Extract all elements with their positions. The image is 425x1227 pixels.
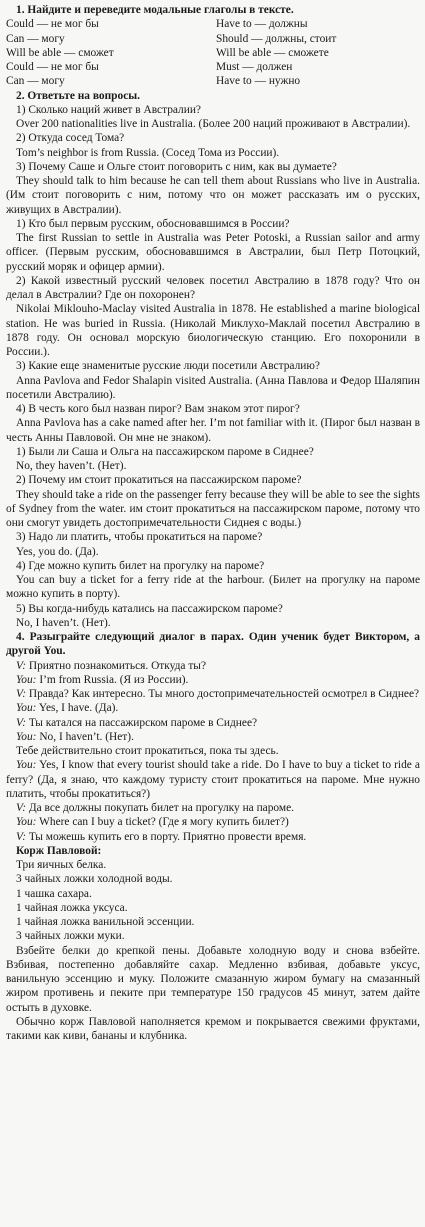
dialogue-line	[6, 801, 420, 815]
modal-pair-left: Will be able — сможет	[6, 46, 114, 59]
question: 5) Вы когда-нибудь катались на пассажирском пароме?	[16, 602, 283, 615]
dialogue-line	[6, 744, 420, 758]
question: 4) Где можно купить билет на прогулку на пароме?	[16, 559, 265, 572]
modal-pair-left: Could — не мог бы	[6, 61, 99, 73]
dialogue-line	[6, 716, 420, 730]
dialogue-line	[6, 673, 420, 687]
modal-pair-right: Should — должны, стоит	[216, 32, 337, 45]
dialogue-line	[6, 687, 420, 701]
answer: No, I haven’t. (Нет).	[16, 616, 111, 629]
utterance: Приятно познакомиться. Откуда ты?	[26, 659, 207, 672]
utterance: Yes, I know that every tourist should take a ride. Do I have to buy a ticket to ride a ferry? (Да, я знаю, что каждому туристу стоит прокатиться на пароме. Мне нужно платить, чтобы прокатиться?)	[6, 759, 420, 800]
recipe-item: 3 чайных ложки муки.	[16, 930, 125, 943]
answer: Tom’s neighbor is from Russia. (Сосед Тома из России).	[16, 146, 280, 159]
task4-heading: 4. Разыграйте следующий диалог в парах. Один ученик будет Виктором, а другой You.	[6, 631, 420, 658]
recipe-item: 1 чайная ложка уксуса.	[16, 901, 128, 914]
dialogue-line	[6, 659, 420, 673]
task2-heading: 2. Ответьте на вопросы.	[16, 89, 141, 102]
utterance: Тебе действительно стоит прокатиться, пока ты здесь.	[16, 745, 279, 757]
question: 2) Откуда сосед Тома?	[16, 132, 125, 145]
speaker: You:	[16, 730, 37, 743]
dialogue-line	[6, 701, 420, 715]
answer: Anna Pavlova has a cake named after her. I’m not familiar with it. (Пирог был назван в честь Анны Павловой. Он мне не знаком).	[6, 417, 420, 444]
answer: You can buy a ticket for a ferry ride at the harbour. (Билет на прогулку на пароме можно купить в порту).	[6, 574, 420, 601]
recipe-paragraph: Обычно корж Павловой наполняется кремом и покрывается свежими фруктами, такими как киви, бананы и клубника.	[6, 1015, 420, 1042]
recipe-item: Три яичных белка.	[16, 859, 107, 871]
dialogue-line	[6, 815, 420, 829]
speaker: V:	[16, 830, 27, 843]
question: 4) В честь кого был назван пирог? Вам знаком этот пирог?	[16, 403, 300, 415]
speaker: You:	[16, 673, 37, 686]
dialogue-line	[6, 758, 420, 801]
utterance: Yes, I have. (Да).	[36, 702, 119, 715]
modal-pair-left: Can — могу	[6, 75, 65, 88]
question: 3) Надо ли платить, чтобы прокатиться на пароме?	[16, 531, 263, 544]
utterance: Ты можешь купить его в порту. Приятно провести время.	[26, 830, 307, 843]
task1-heading: 1. Найдите и переведите модальные глаголы в тексте.	[16, 4, 294, 16]
modal-pair-right: Must — должен	[216, 61, 293, 73]
modal-pair-right: Will be able — сможете	[216, 46, 329, 59]
answer: Yes, you do. (Да).	[16, 545, 99, 558]
question: 1) Сколько наций живет в Австралии?	[16, 103, 201, 116]
speaker: V:	[16, 688, 27, 700]
dialogue-line	[6, 730, 420, 744]
utterance: Where can I buy a ticket? (Где я могу купить билет?)	[36, 816, 289, 829]
speaker: You:	[16, 759, 37, 772]
answer: The first Russian to settle in Australia was Peter Potoski, a Russian sailor and army officer. (Первым русским, обосновавшимся в Австралии, был Петр Потоцкий, русский моряк и офицер армии).	[6, 232, 420, 273]
recipe-item: 1 чашка сахара.	[16, 887, 92, 900]
speaker: V:	[16, 659, 27, 672]
speaker: V:	[16, 716, 27, 729]
modal-pair-right: Have to — нужно	[216, 75, 301, 88]
speaker: You:	[16, 816, 37, 829]
modal-pair-right: Have to — должны	[216, 18, 308, 31]
utterance: Правда? Как интересно. Ты много достопримечательностей осмотрел в Сиднее?	[26, 688, 420, 700]
answer: Anna Pavlova and Fedor Shalapin visited Australia. (Анна Павлова и Федор Шаляпин посетили Австралию).	[6, 374, 420, 401]
answer: No, they haven’t. (Нет).	[16, 460, 127, 472]
recipe-item: 1 чайная ложка ванильной эссенции.	[16, 916, 195, 928]
answer: They should talk to him because he can tell them about Russians who live in Australia. (Им стоит поговорить с ним, потому что он может рассказать им о русских, живущих в Австралии).	[6, 175, 420, 216]
utterance: Ты катался на пассажирском пароме в Сиднее?	[26, 716, 258, 729]
dialogue-line	[6, 830, 420, 844]
recipe-title: Корж Павловой:	[16, 844, 102, 857]
answer: Nikolai Miklouho-Maclay visited Australia in 1878. He established a marine biological station. He was buried in Russia. (Николай Миклухо-Маклай посетил Австралию в 1878 году. Он основал морскую биологическую станцию. Его похоронили в России.).	[6, 303, 420, 358]
utterance: No, I haven’t. (Нет).	[36, 730, 134, 743]
question: 1) Были ли Саша и Ольга на пассажирском пароме в Сиднее?	[16, 445, 314, 458]
utterance: I’m from Russia. (Я из России).	[36, 673, 189, 686]
question: 1) Кто был первым русским, обосновавшимся в России?	[16, 217, 290, 230]
speaker: You:	[16, 702, 37, 715]
speaker: V:	[16, 802, 27, 814]
question: 3) Какие еще знаменитые русские люди посетили Австралию?	[16, 360, 320, 373]
question: 3) Почему Саше и Ольге стоит поговорить с ним, как вы думаете?	[16, 160, 337, 173]
modal-pair-left: Could — не мог бы	[6, 18, 99, 31]
answer: They should take a ride on the passenger ferry because they will be able to see the sights of Sydney from the water. им стоит прокатиться на пассажирском пароме, потому что они смогут увидеть достопримечательности Сиднея с воды.)	[6, 488, 420, 529]
question: 2) Почему им стоит прокатиться на пассажирском пароме?	[16, 474, 302, 487]
question: 2) Какой известный русский человек посетил Австралию в 1878 году? Что он делал в Австралии? Где он похоронен?	[6, 274, 420, 301]
utterance: Да все должны покупать билет на прогулку на пароме.	[26, 802, 295, 814]
answer: Over 200 nationalities live in Australia. (Более 200 наций проживают в Австралии).	[16, 118, 411, 130]
modal-pair-left: Can — могу	[6, 32, 65, 45]
recipe-paragraph: Взбейте белки до крепкой пены. Добавьте холодную воду и снова взбейте. Взбивая, постепенно добавляйте сахар. Медленно взбивая, добавьте уксус, ванильную эссенцию и муку. Положите смазанную жиром бумагу на смазанный жиром противень и пеките при температуре 150 градусов 45 минут, затем дайте остыть в духовке.	[6, 944, 420, 1014]
recipe-item: 3 чайных ложки холодной воды.	[16, 873, 173, 886]
modal-verbs-grid	[6, 17, 420, 88]
